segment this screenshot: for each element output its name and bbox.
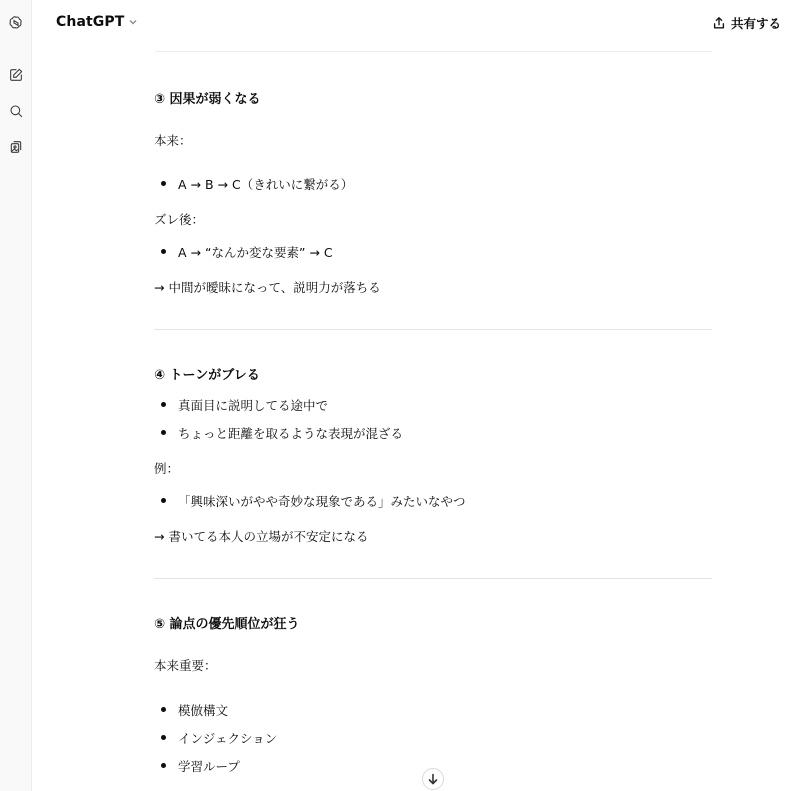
list-item: 真面目に説明してる途中で [154,396,328,414]
share-icon [712,16,726,30]
library-icon[interactable] [5,136,27,158]
share-button[interactable] [712,14,781,32]
section-heading: ③ 因果が弱くなる [154,92,261,107]
chevron-down-icon [128,17,138,27]
section-heading: ④ トーンがブレる [154,368,260,383]
paragraph-label: 本来： [154,133,192,148]
list-item: インジェクション [154,729,277,747]
paragraph-conclusion: → 書いてる本人の立場が不安定になる [154,529,369,544]
model-name: ChatGPT [56,14,125,30]
paragraph-label: ズレ後： [154,212,205,227]
top-header [32,0,791,50]
paragraph-conclusion: → 中間が曖昧になって、説明力が落ちる [154,280,381,295]
list-item: 模倣構文 [154,701,228,719]
icon-rail [0,0,32,791]
list-item: ちょっと距離を取るような表現が混ざる [154,424,403,442]
paragraph-label: 本来重要： [154,658,217,673]
paragraph-label: 例： [154,461,180,476]
new-chat-icon[interactable] [5,64,27,86]
share-label: 共有する [730,16,781,31]
section-divider [154,578,712,579]
list-item: 「興味深いがやや奇妙な現象である」みたいなやつ [154,492,466,510]
scroll-to-bottom-button[interactable] [422,768,444,790]
model-picker[interactable] [56,14,138,30]
list-item: 学習ループ [154,757,240,775]
list-item: A → B → C（きれいに繋がる） [154,175,353,193]
header-divider [155,51,712,52]
arrow-down-icon [427,773,439,785]
search-icon[interactable] [5,100,27,122]
openai-logo-icon[interactable] [5,12,27,34]
section-divider [154,329,712,330]
section-heading: ⑤ 論点の優先順位が狂う [154,617,300,632]
list-item: A → “なんか変な要素” → C [154,243,333,261]
